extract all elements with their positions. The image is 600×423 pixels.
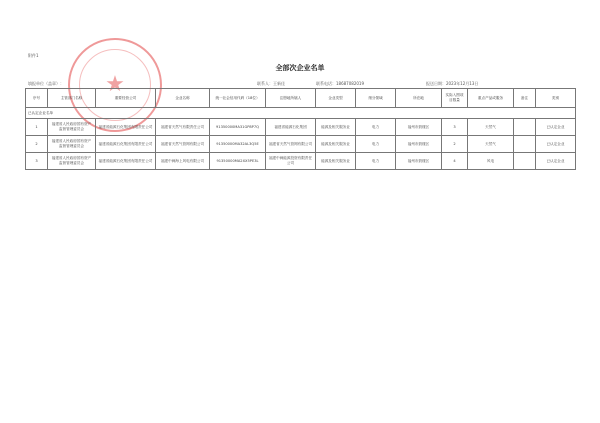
header-cell: 备注 xyxy=(514,89,536,108)
cell-parent-company: 福建省能源石化集团有限责任公司 xyxy=(96,119,156,136)
header-cell: 所在地 xyxy=(396,89,442,108)
cell-location: 福州市鼓楼区 xyxy=(396,136,442,153)
header-cell: 企业类型 xyxy=(316,89,356,108)
cell-authority: 福建省人民政府国有资产监督管理委员会 xyxy=(48,153,96,170)
cell-authority: 福建省人民政府国有资产监督管理委员会 xyxy=(48,119,96,136)
group-label: 已认定企业名单 xyxy=(26,108,576,119)
cell-product: 风电 xyxy=(468,153,514,170)
cell-credit-code: 91350000MA32AL3Q5E xyxy=(210,136,266,153)
header-cell: 实际入围项目数量 xyxy=(442,89,468,108)
cell-product: 天然气 xyxy=(468,136,514,153)
cell-category: 已认定企业 xyxy=(536,119,576,136)
header-cell: 统一社会信用代码（18位） xyxy=(210,89,266,108)
meta-phone: 联系电话：18687082019 xyxy=(316,81,364,86)
enterprise-table xyxy=(25,88,576,170)
header-cell: 重要经营公司 xyxy=(96,89,156,108)
table-row xyxy=(26,136,576,153)
cell-type: 能源及相关服务业 xyxy=(316,119,356,136)
cell-type: 能源及相关服务业 xyxy=(316,153,356,170)
cell-registrant: 福建中闽能源投资有限责任公司 xyxy=(266,153,316,170)
document-title: 全部次企业名单 xyxy=(275,64,325,72)
cell-note xyxy=(514,136,536,153)
cell-count: 3 xyxy=(442,119,468,136)
meta-contact: 联系人：王新佳 xyxy=(257,81,285,86)
cell-category: 已认定企业 xyxy=(536,136,576,153)
cell-type: 能源及相关服务业 xyxy=(316,136,356,153)
cell-product: 天然气 xyxy=(468,119,514,136)
cell-company-name: 福建省天然气管网有限公司 xyxy=(156,136,210,153)
cell-registrant: 福建省天然气管网有限公司 xyxy=(266,136,316,153)
attachment-label: 附件1 xyxy=(28,53,39,58)
group-row xyxy=(26,108,576,119)
cell-parent-company: 福建省能源石化集团有限责任公司 xyxy=(96,153,156,170)
header-cell: 细分领域 xyxy=(356,89,396,108)
header-cell: 重点产品或服务 xyxy=(468,89,514,108)
cell-note xyxy=(514,119,536,136)
table-row xyxy=(26,153,576,170)
cell-index: 2 xyxy=(26,136,48,153)
header-cell: 注册地所辖人 xyxy=(266,89,316,108)
cell-registrant: 福建省能源石化集团 xyxy=(266,119,316,136)
cell-location: 福州市鼓楼区 xyxy=(396,119,442,136)
cell-credit-code: 91350000MA31GP8P7Q xyxy=(210,119,266,136)
cell-parent-company: 福建省能源石化集团有限责任公司 xyxy=(96,136,156,153)
header-cell: 企业名称 xyxy=(156,89,210,108)
cell-credit-code: 91350000MA2XX5PE3L xyxy=(210,153,266,170)
cell-location: 福州市鼓楼区 xyxy=(396,153,442,170)
cell-authority: 福建省人民政府国有资产监督管理委员会 xyxy=(48,136,96,153)
cell-field: 电力 xyxy=(356,119,396,136)
cell-count: 4 xyxy=(442,153,468,170)
cell-field: 电力 xyxy=(356,153,396,170)
cell-category: 已认定企业 xyxy=(536,153,576,170)
header-cell: 主管部门名称 xyxy=(48,89,96,108)
header-cell: 类别 xyxy=(536,89,576,108)
table-header-row xyxy=(26,89,576,108)
seal-star-icon: ★ xyxy=(105,72,125,97)
cell-company-name: 福建中闽海上风电有限公司 xyxy=(156,153,210,170)
meta-left: 填报单位（盖章）： xyxy=(28,81,64,86)
cell-field: 电力 xyxy=(356,136,396,153)
cell-index: 3 xyxy=(26,153,48,170)
cell-index: 1 xyxy=(26,119,48,136)
cell-company-name: 福建省天然气有限责任公司 xyxy=(156,119,210,136)
table-row xyxy=(26,119,576,136)
meta-date: 报送日期：2023年12月13日 xyxy=(426,81,479,86)
cell-count: 2 xyxy=(442,136,468,153)
header-cell: 序号 xyxy=(26,89,48,108)
cell-note xyxy=(514,153,536,170)
